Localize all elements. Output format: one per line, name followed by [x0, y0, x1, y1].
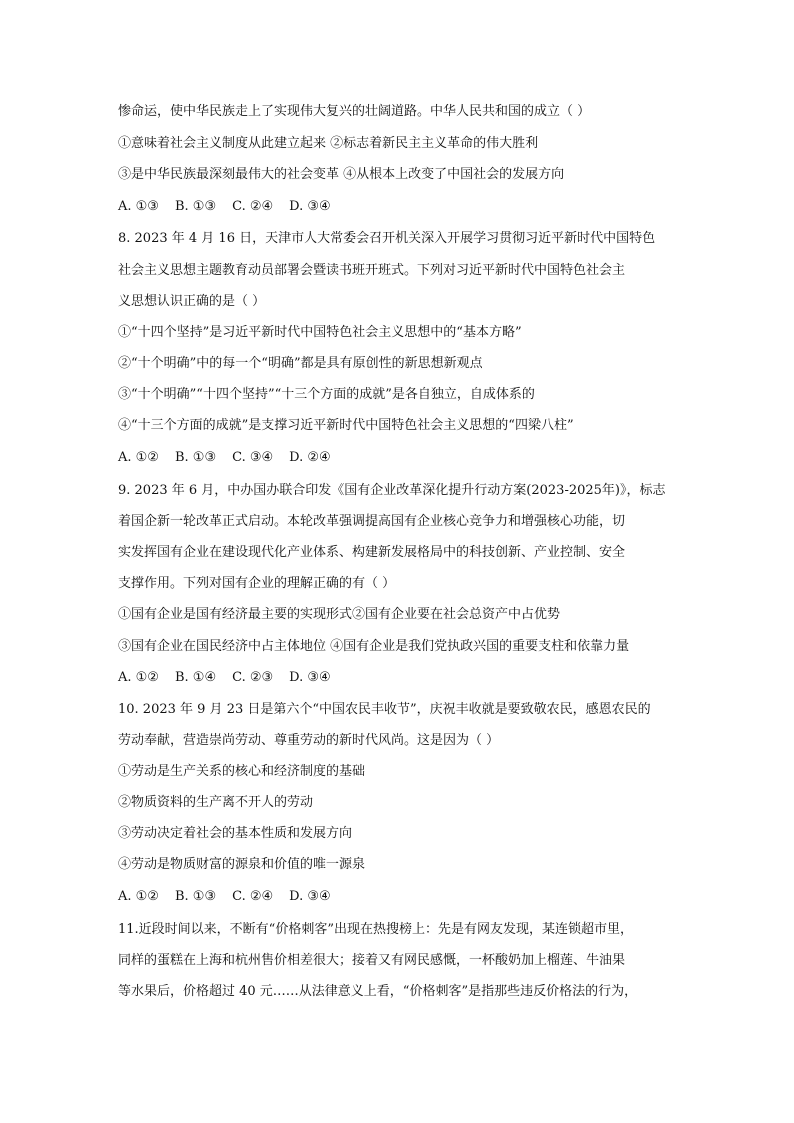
option-d: D. ③④ — [289, 199, 331, 214]
text-line: 着国企新一轮改革正式启动。本轮改革强调提高国有企业核心竞争力和增强核心功能，切 — [118, 514, 626, 529]
question-11-stem: 11.近段时间以来，不断有“价格刺客”出现在热搜榜上：先是有网友发现，某连锁超市里， — [118, 922, 633, 937]
answer-options — [118, 197, 347, 217]
text-line: ①“十四个坚持”是习近平新时代中国特色社会主义思想中的“基本方略” — [118, 325, 522, 340]
option-a: A. ①② — [118, 450, 159, 465]
text-line: 支撑作用。下列对国有企业的理解正确的有（ ） — [118, 576, 396, 591]
option-d: D. ②④ — [289, 450, 331, 465]
text-line: 劳动奉献，营造崇尚劳动、尊重劳动的新时代风尚。这是因为（ ） — [118, 733, 500, 748]
option-b: B. ①③ — [174, 450, 217, 465]
text-line: ①意味着社会主义制度从此建立起来 ②标志着新民主主义革命的伟大胜利 — [118, 136, 539, 151]
text-line: ②“十个明确”中的每一个“明确”都是具有原创性的新思想新观点 — [118, 356, 483, 371]
text-line: ④劳动是物质财富的源泉和价值的唯一源泉 — [118, 857, 366, 872]
question-9-stem: 9. 2023 年 6 月，中办国办联合印发《国有企业改革深化提升行动方案(2023-2025年)》，标志 — [118, 483, 666, 498]
text-line: 义思想认识正确的是（ ） — [118, 294, 266, 309]
text-line: 实发挥国有企业在建设现代化产业体系、构建新发展格局中的科技创新、产业控制、安全 — [118, 545, 626, 560]
text-line: ①国有企业是国有经济最主要的实现形式②国有企业要在社会总资产中占优势 — [118, 607, 561, 622]
text-line: 惨命运，使中华民族走上了实现伟大复兴的壮阔道路。中华人民共和国的成立（ ） — [118, 104, 591, 119]
option-c: C. ③④ — [232, 450, 274, 465]
text-line: 同样的蛋糕在上海和杭州售价相差很大；接着又有网民感慨，一杯酸奶加上榴莲、牛油果 — [118, 953, 626, 968]
option-a: A. ①③ — [118, 199, 159, 214]
option-d: D. ③④ — [289, 889, 331, 904]
text-line: ①劳动是生产关系的核心和经济制度的基础 — [118, 764, 366, 779]
text-line: ③国有企业在国民经济中占主体地位 ④国有企业是我们党执政兴国的重要支柱和依靠力量 — [118, 639, 630, 654]
option-c: C. ②④ — [232, 199, 274, 214]
text-line: ③“十个明确”“十四个坚持”“十三个方面的成就”是各自独立，自成体系的 — [118, 387, 535, 402]
option-a: A. ①② — [118, 889, 159, 904]
option-b: B. ①③ — [174, 889, 217, 904]
option-a: A. ①② — [118, 670, 159, 685]
option-b: B. ①④ — [174, 670, 217, 685]
answer-options — [118, 668, 347, 688]
text-line: ③是中华民族最深刻最伟大的社会变革 ④从根本上改变了中国社会的发展方向 — [118, 167, 565, 182]
question-10-stem: 10. 2023 年 9 月 23 日是第六个“中国农民丰收节”，庆祝丰收就是要致敬农民，感恩农民的 — [118, 702, 651, 717]
text-line: ②物质资料的生产离不开人的劳动 — [118, 795, 314, 810]
text-line: 等水果后，价格超过 40 元……从法律意义上看，“价格刺客”是指那些违反价格法的行为， — [118, 984, 638, 999]
option-d: D. ③④ — [289, 670, 331, 685]
text-line: ③劳动决定着社会的基本性质和发展方向 — [118, 826, 353, 841]
option-c: C. ②④ — [232, 889, 274, 904]
answer-options — [118, 887, 347, 907]
answer-options — [118, 448, 347, 468]
text-line: 社会主义思想主题教育动员部署会暨读书班开班式。下列对习近平新时代中国特色社会主 — [118, 263, 626, 278]
text-line: ④“十三个方面的成就”是支撑习近平新时代中国特色社会主义思想的“四梁八柱” — [118, 418, 574, 433]
question-8-stem: 8. 2023 年 4 月 16 日，天津市人大常委会召开机关深入开展学习贯彻习近平新时代中国特色 — [118, 231, 656, 246]
option-b: B. ①③ — [174, 199, 217, 214]
option-c: C. ②③ — [232, 670, 274, 685]
